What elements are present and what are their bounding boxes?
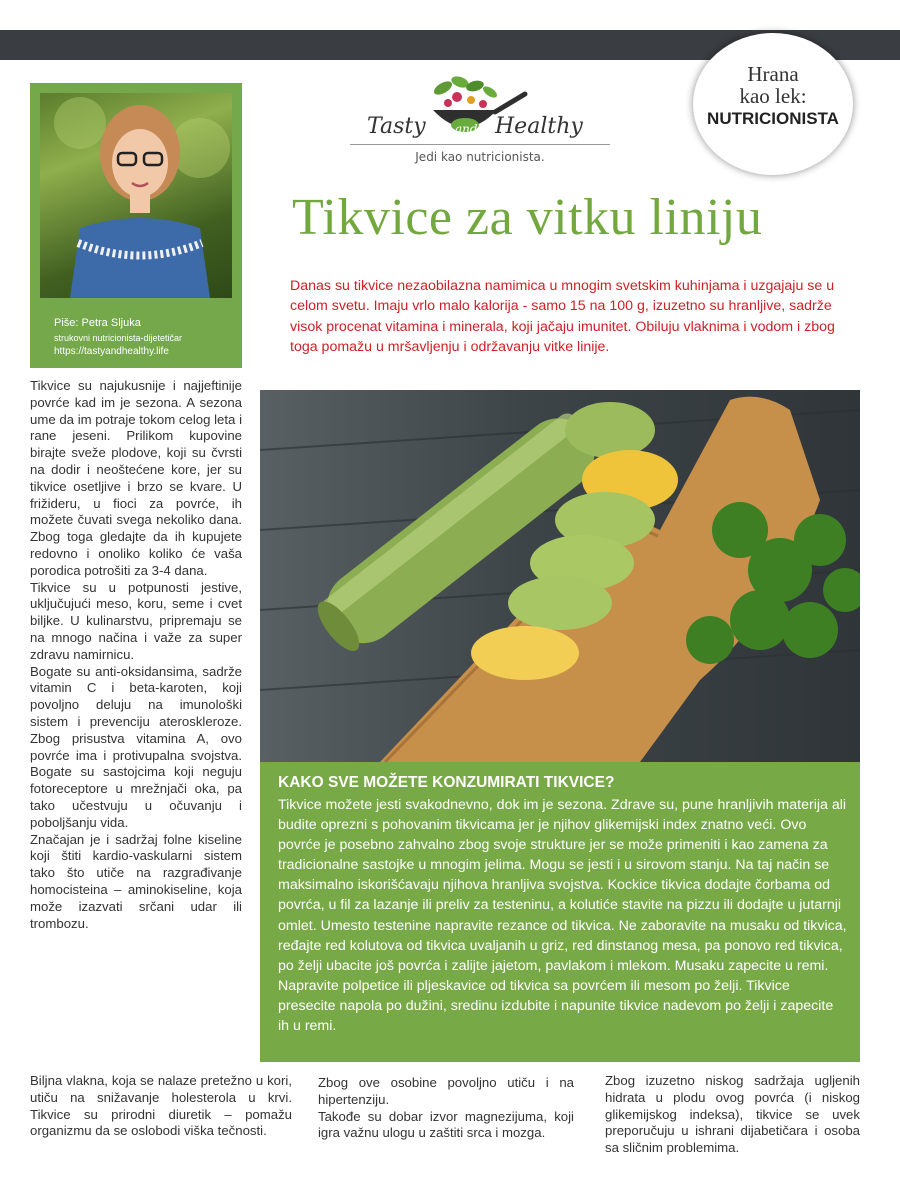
consumption-box	[260, 762, 860, 1062]
bottom-column-3: Zbog izuzetno niskog sadržaja ugljenih hidrata u plodu ovog povrća (i niskog glikemijskog indeksa), tikvice se uvek preporučuju u ishrani dijabetičara i osoba sa sličnim problemima.	[605, 1073, 860, 1156]
bottom-col2-para-1: Zbog ove osobine povoljno utiču i na hipertenziju.	[318, 1075, 574, 1107]
left-paragraph: Tikvice su najukusnije i najjeftinije povrće kad im je sezona. A sezona ume da im potraje tokom celog leta i rane jeseni. Prilikom kupovine birajte sveže plodove, koji su čvrsti na dodir i neoštećene kore, jer su tikvice osetljive i brzo se kvare. U frižideru, u fioci za povrće, ih možete čuvati svega nekoliko dana. Zbog toga gledajte da ih kupujete redovno i onoliko koliko će vaša porodica potrošiti za 3-4 dana.	[30, 378, 242, 578]
badge-line-2: kao lek:	[739, 84, 807, 108]
badge-line-1: Hrana	[747, 62, 799, 86]
logo-tagline: Jedi kao nutricionista.	[415, 150, 545, 164]
logo-divider	[350, 144, 610, 145]
left-paragraph: Značajan je i sadržaj folne kiseline koji štiti kardio-vaskularni sistem tako što utiče na razgrađivanje homocisteina – aminokiseline, koja može izazvati srčani udar ili trombozu.	[30, 831, 242, 931]
logo-word-tasty: Tasty	[367, 114, 426, 139]
article-intro: Danas su tikvice nezaobilazna namimica u mnogim svetskim kuhinjama i uzgajaju se u celom svetu. Imaju vrlo malo kalorija - samo 15 na 100 g, izuzetno su hranljive, sadrže visok procenat vitamina i minerala, koji jačaju imunitet. Obiluju vlaknima i vodom i zbog toga pomažu u mršavljenju i održavanju vitke linije.	[290, 278, 835, 355]
section-badge	[693, 33, 853, 175]
author-box	[30, 83, 242, 368]
bottom-column-1: Biljna vlakna, koja se nalaze pretežno u kori, utiču na snižavanje holesterola u krvi. Tikvice su prirodni diuretik – pomažu organizmu da se oslobodi viška tečnosti.	[30, 1073, 292, 1139]
author-role: strukovni nutricionista-dijetetičar	[54, 333, 183, 343]
brand-logo	[345, 70, 615, 170]
left-column	[30, 378, 242, 932]
author-photo	[40, 93, 232, 298]
left-paragraph: Tikvice su u potpunosti jestive, uključujući meso, koru, seme i cvet biljke. U kulinarstvu, pripremaju se na mnogo načina i važe za super zdravu namirnicu.	[30, 579, 242, 662]
box-text: Tikvice možete jesti svakodnevno, dok im je sezona. Zdrave su, pune hranljivih materija ali budite oprezni s pohovanim tikvicama jer je njihov glikemijski index znatno veći. Ovo povrće je posebno zahvalno zbog svoje strukture jer se može primeniti i kao zamena za tradicionalne sastojke u mnogim jelima. Mogu se jesti i u sirovom stanju. Na taj način se maksimalno iskorišćavaju njihova hranljiva svojstva. Kockice tikvica dodajte čorbama od povrća, u fil za lazanje ili preliv za testeninu, a kolutiće stavite na pizzu ili dodajte u jutarnji omlet. Umesto testenine napravite rezance od tikvica. Ne zaboravite na musaku od tikvica, ređajte red kolutova od tikvica uvaljanih u griz, red dinstanog mesa, pa ponovo red tikvica, po želji ubacite još povrća i zalijte jajetom, pavlakom i mlekom. Musaku zapecite u remi. Napravite polpetice ili pljeskavice od tikvica sa povrćem ili mesom po želji. Tikvice presecite napola po dužini, sredinu izdubite i napunite tikvice nadevom po želji i zapecite ih u remi.	[278, 797, 847, 1035]
logo-word-and: and	[455, 122, 478, 136]
zucchini-photo	[260, 390, 860, 762]
left-paragraph: Bogate su anti-oksidansima, sadrže vitamin C i beta-karoten, koji povoljno deluju na imunološki sistem i prevenciju ateroskleroze. Zbog prisustva vitamina A, ovo povrće ima i protivupalna svojstva. Bogate su sastojcima koji neguju fotoreceptore u mrežnjači oka, pa tako učestvuju u očuvanju i poboljšanju vida.	[30, 663, 242, 830]
article-title: Tikvice za vitku liniju	[292, 189, 763, 246]
portrait-illustration	[40, 93, 232, 298]
author-website[interactable]: https://tastyandhealthy.life	[54, 346, 169, 357]
box-heading: KAKO SVE MOŽETE KONZUMIRATI TIKVICE?	[278, 774, 615, 791]
logo-word-healthy: Healthy	[495, 114, 583, 139]
bottom-column-2	[318, 1075, 574, 1142]
zucchini-illustration	[260, 390, 860, 762]
author-name: Piše: Petra Sljuka	[54, 317, 141, 329]
badge-line-3: NUTRICIONISTA	[707, 109, 839, 128]
bottom-col2-para-2: Takođe su dobar izvor magnezijuma, koji igra važnu ulogu u zaštiti srca i mozga.	[318, 1108, 574, 1141]
